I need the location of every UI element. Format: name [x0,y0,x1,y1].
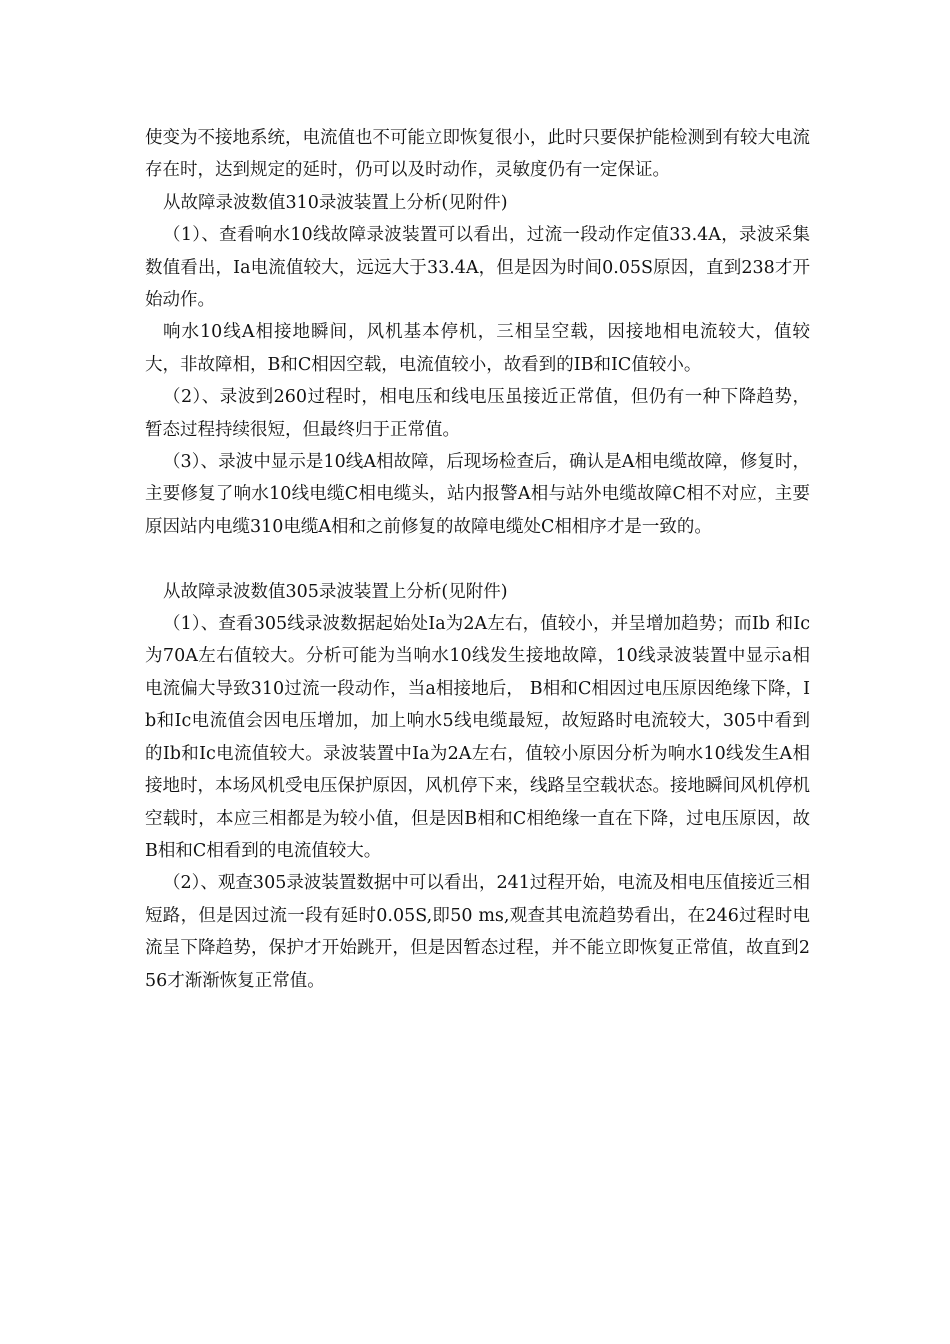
document-body [145,122,810,997]
paragraph-305-item-2: （2）、观查305录波装置数据中可以看出，241过程开始，电流及相电压值接近三相短路，但是因过流一段有延时0.05S,即50 ms,观查其电流趋势看出，在246过程时电流呈下降趋势，保护才开始跳开，但是因暂态过程，并不能立即恢复正常值，故直到256才渐渐恢复正常值。 [145,873,810,991]
section-heading-310: 从故障录波数值310录波装置上分析(见附件) [163,192,508,213]
blank-line [145,543,810,575]
paragraph-305-item-1: （1）、查看305线录波数据起始处Ia为2A左右，值较小，并呈增加趋势；而Ib 和Ic为70A左右值较大。分析可能为当响水10线发生接地故障，10线录波装置中显示a相电流偏大导致310过流一段动作，当a相接地后， B相和C相因过电压原因绝缘下降，Ib和Ic电流值会因电压增加，加上响水5线电缆最短，故短路时电流较大，305中看到的Ib和Ic电流值较大。录波装置中Ia为2A左右，值较小原因分析为响水10线发生A相接地时，本场风机受电压保护原因，风机停下来，线路呈空载状态。接地瞬间风机停机空载时，本应三相都是为较小值，但是因B相和C相绝缘一直在下降，过电压原因，故B相和C相看到的电流值较大。 [145,614,810,861]
paragraph-310-item-1: （1）、查看响水10线故障录波装置可以看出，过流一段动作定值33.4A，录波采集数值看出，Ia电流值较大，远远大于33.4A，但是因为时间0.05S原因，直到238才开始动作。 [145,225,810,311]
section-heading-305: 从故障录波数值305录波装置上分析(见附件) [163,581,508,602]
paragraph-continuation: 使变为不接地系统，电流值也不可能立即恢复很小，此时只要保护能检测到有较大电流存在时，达到规定的延时，仍可以及时动作，灵敏度仍有一定保证。 [145,128,810,181]
paragraph-310-item-3: （3）、录波中显示是10线A相故障，后现场检查后，确认是A相电缆故障，修复时，主要修复了响水10线电缆C相电缆头，站内报警A相与站外电缆故障C相不对应，主要原因站内电缆310电缆A相和之前修复的故障电缆处C相相序才是一致的。 [145,452,810,537]
paragraph-310-item-2: （2）、录波到260过程时，相电压和线电压虽接近正常值，但仍有一种下降趋势，暂态过程持续很短，但最终归于正常值。 [145,387,810,440]
paragraph-310-note: 响水10线A相接地瞬间，风机基本停机，三相呈空载，因接地相电流较大，值较大，非故障相，B和C相因空载，电流值较小，故看到的IB和IC值较小。 [145,322,810,375]
